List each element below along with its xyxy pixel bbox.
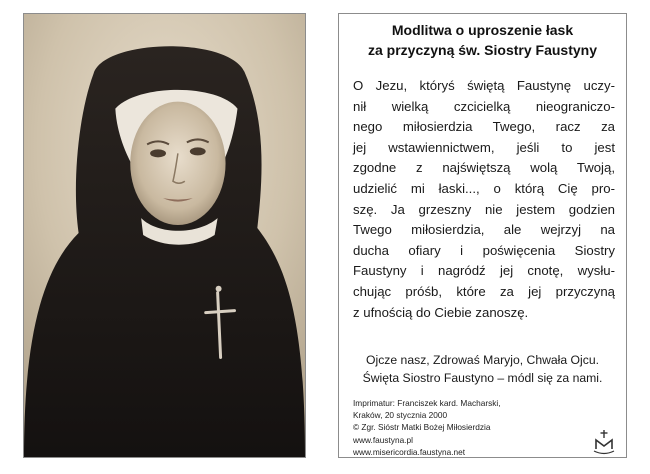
prayer-line: udzielić mi łaski..., o którą Cię pro- (353, 180, 615, 196)
prayer-title-line: za przyczyną św. Siostry Faustyny (367, 42, 597, 58)
imprimatur-line: Imprimatur: Franciszek kard. Macharski, (353, 398, 501, 408)
imprimatur-block (353, 397, 563, 458)
portrait-nun-icon (24, 14, 305, 457)
portrait-photo (23, 13, 306, 458)
prayer-title (339, 20, 626, 60)
prayer-line: szę. Ja grzeszny nie jestem godzien (353, 201, 615, 217)
prayer-line: nił wielką czcicielką nieograniczo- (353, 98, 615, 114)
prayer-line: z ufnością do Ciebie zanoszę. (353, 304, 529, 320)
imprimatur-line: © Zgr. Sióstr Matki Bożej Miłosierdzia (353, 422, 491, 433)
prayer-line: chując próśb, które za jej przyczyną (353, 283, 615, 299)
imprimatur-line: Kraków, 20 stycznia 2000 (353, 410, 448, 421)
closing-prayers (339, 351, 626, 387)
prayer-body (353, 76, 615, 323)
prayer-title-line: Modlitwa o uproszenie łask (391, 22, 574, 38)
website-link[interactable]: www.misericordia.faustyna.net (353, 446, 466, 457)
prayer-line: ducha ofiary i poświęcenia Siostry (353, 242, 615, 258)
prayer-line: zgodne z najświętszą wolą Twoją, (353, 160, 615, 176)
closing-line: Święta Siostro Faustyno – módl się za nami. (362, 371, 603, 385)
closing-line: Ojcze nasz, Zdrowaś Maryjo, Chwała Ojcu. (366, 353, 599, 367)
prayer-line: Twego miłosierdzia, ale wejrzyj na (353, 222, 615, 238)
prayer-line: Faustyny i nagródź jej cnotę, wysłu- (353, 263, 615, 279)
misericordia-emblem-icon (592, 429, 616, 455)
prayer-line: O Jezu, któryś świętą Faustynę uczy- (353, 78, 615, 93)
prayer-line: nego miłosierdzia Twego, racz za (353, 119, 615, 135)
prayer-line: jej wstawiennictwem, jeśli to jest (353, 139, 615, 155)
prayer-card (338, 13, 627, 458)
website-link[interactable]: www.faustyna.pl (353, 434, 413, 445)
